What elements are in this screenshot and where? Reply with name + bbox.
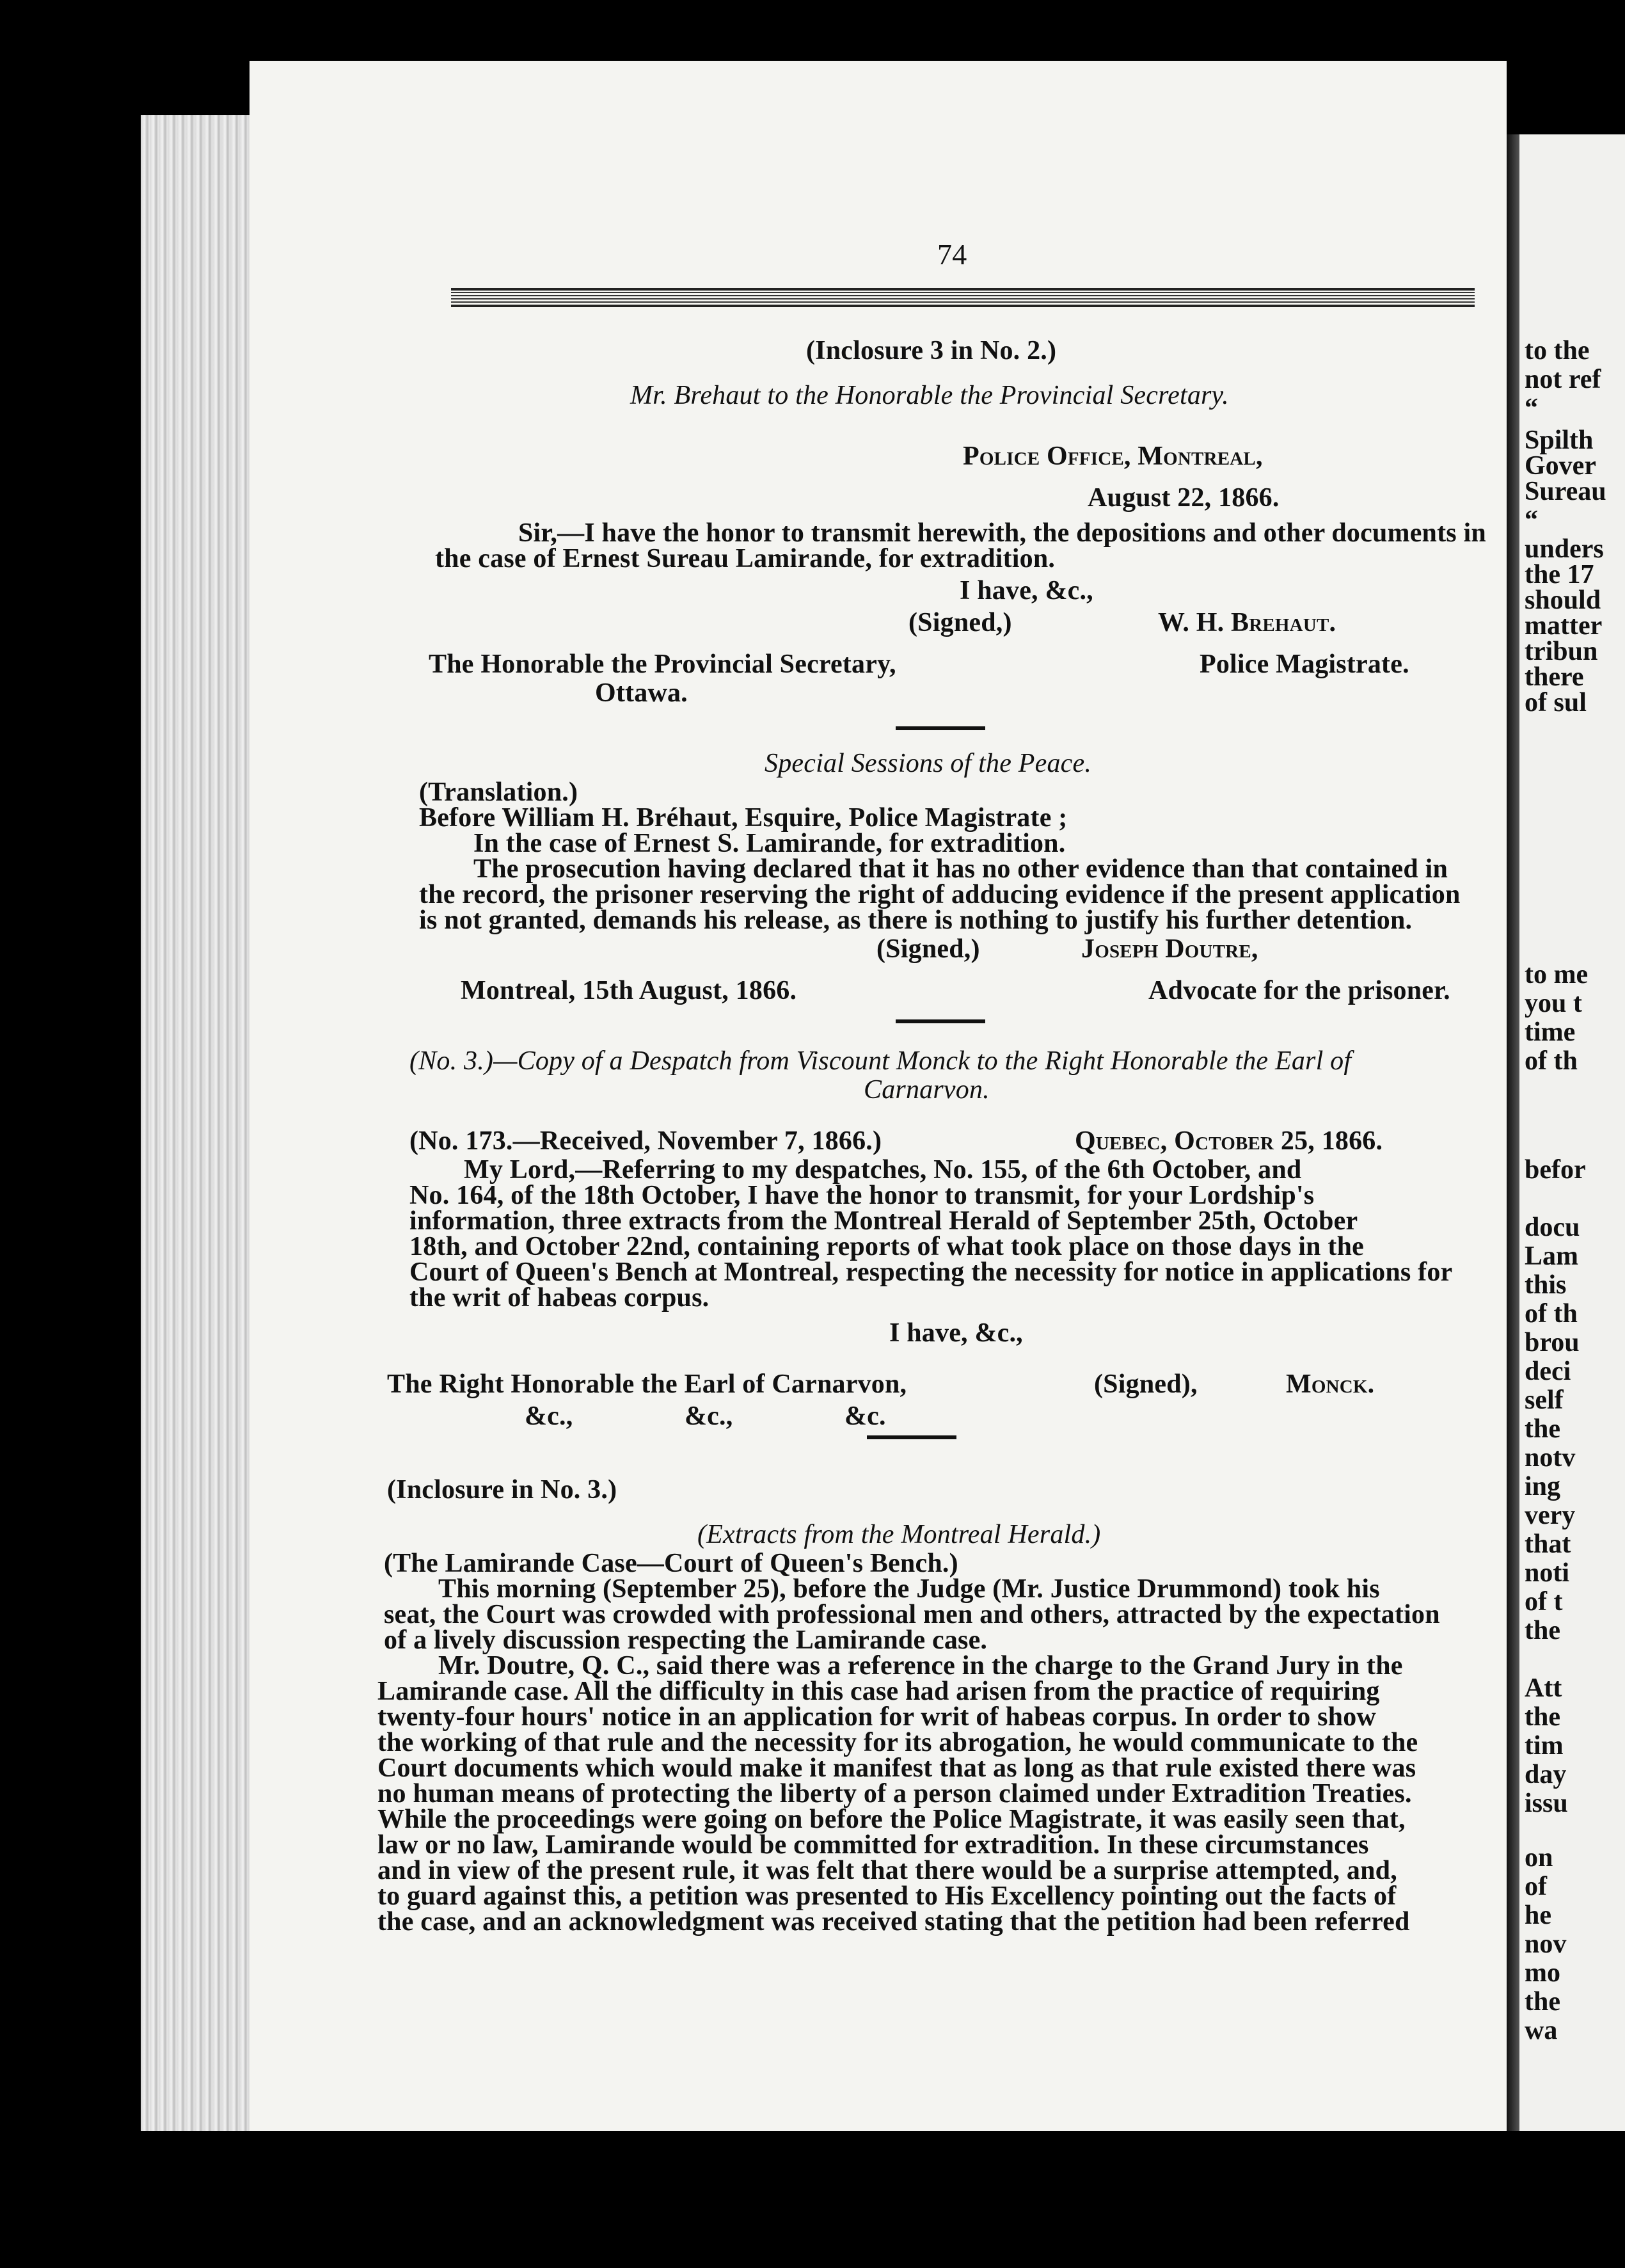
text-line: &c., (685, 1402, 733, 1431)
text-line: The prosecution having declared that it has no other evidence than that contained in (473, 854, 1448, 884)
text-line: Carnarvon. (864, 1075, 990, 1105)
text-line: (Signed,) (908, 608, 1012, 637)
facing-text-fragment: that (1525, 1529, 1571, 1559)
text-line: (No. 173.—Received, November 7, 1866.) (409, 1126, 882, 1156)
facing-text-fragment: befor (1525, 1155, 1586, 1185)
facing-text-fragment: should (1525, 586, 1601, 615)
section-separator (867, 1435, 956, 1439)
facing-text-fragment: to the (1525, 336, 1590, 365)
facing-text-fragment: the (1525, 1616, 1560, 1645)
text-line: Ottawa. (595, 678, 688, 708)
book-gutter (1507, 134, 1519, 2131)
facing-text-fragment: notv (1525, 1443, 1576, 1473)
facing-text-fragment: ing (1525, 1472, 1561, 1501)
facing-text-fragment: the (1525, 1987, 1560, 2016)
facing-text-fragment: on (1525, 1843, 1553, 1873)
text-line: Monck. (1286, 1370, 1375, 1399)
facing-text-fragment: tribun (1525, 637, 1598, 666)
facing-text-fragment: of th (1525, 1299, 1578, 1329)
text-line: (Signed,) (876, 934, 980, 964)
text-line: &c., (525, 1402, 573, 1431)
text-line: the writ of habeas corpus. (409, 1283, 709, 1313)
text-line: law or no law, Lamirande would be committed for extradition. In these circumstances (377, 1830, 1369, 1860)
text-line: the record, the prisoner reserving the right of adducing evidence if the present application (419, 880, 1461, 909)
text-line: In the case of Ernest S. Lamirande, for extradition. (473, 829, 1066, 858)
text-line: I have, &c., (960, 576, 1093, 605)
text-line: (Signed), (1094, 1370, 1198, 1399)
facing-text-fragment: Spilth (1525, 426, 1594, 455)
facing-text-fragment: the (1525, 1414, 1560, 1444)
text-line: While the proceedings were going on before the Police Magistrate, it was easily seen that, (377, 1805, 1406, 1834)
facing-text-fragment: the (1525, 1702, 1560, 1732)
text-line: no human means of protecting the liberty of a person claimed under Extradition Treaties. (377, 1779, 1412, 1809)
facing-text-fragment: to me (1525, 960, 1589, 989)
text-line: Before William H. Bréhaut, Esquire, Police Magistrate ; (419, 803, 1068, 833)
text-line: seat, the Court was crowded with professional men and others, attracted by the expectation (384, 1600, 1440, 1629)
text-line: to guard against this, a petition was presented to His Excellency pointing out the facts of (377, 1881, 1397, 1911)
text-line: The Honorable the Provincial Secretary, (429, 650, 896, 679)
facing-text-fragment: day (1525, 1760, 1567, 1789)
facing-text-fragment: unders (1525, 534, 1604, 564)
text-line: August 22, 1866. (1088, 483, 1280, 513)
facing-text-fragment: of th (1525, 1046, 1578, 1076)
facing-text-fragment: “ (1525, 506, 1538, 535)
text-line: twenty-four hours' notice in an application for writ of habeas corpus. In order to show (377, 1702, 1376, 1732)
facing-text-fragment: mo (1525, 1958, 1560, 1988)
facing-text-fragment: very (1525, 1501, 1576, 1530)
text-line: Court documents which would make it manifest that as long as that rule existed there was (377, 1753, 1416, 1783)
facing-text-fragment: the 17 (1525, 560, 1594, 589)
facing-text-fragment: “ (1525, 394, 1538, 423)
facing-text-fragment: Gover (1525, 451, 1596, 481)
section-separator (896, 726, 985, 730)
facing-text-fragment: you t (1525, 989, 1582, 1018)
text-line: &c. (844, 1402, 886, 1431)
facing-text-fragment: docu (1525, 1213, 1580, 1242)
facing-page-fragment (1519, 134, 1625, 2131)
text-line: (Inclosure in No. 3.) (387, 1475, 617, 1505)
text-line: 18th, and October 22nd, containing reports of what took place on those days in the (409, 1232, 1364, 1261)
facing-text-fragment: this (1525, 1270, 1567, 1300)
facing-text-fragment: self (1525, 1386, 1564, 1415)
facing-text-fragment: not ref (1525, 365, 1601, 394)
document-page (250, 61, 1507, 2131)
text-line: (Translation.) (419, 778, 578, 807)
facing-text-fragment: Att (1525, 1673, 1562, 1703)
text-line: Police Office, Montreal, (963, 442, 1263, 471)
text-line: is not granted, demands his release, as there is nothing to justify his further detention. (419, 906, 1413, 935)
text-line: (Inclosure 3 in No. 2.) (806, 336, 1057, 365)
facing-text-fragment: nov (1525, 1929, 1567, 1959)
facing-text-fragment: issu (1525, 1789, 1568, 1818)
text-line: The Right Honorable the Earl of Carnarvon, (387, 1370, 907, 1399)
page-edges (141, 115, 256, 2131)
text-line: Police Magistrate. (1200, 650, 1409, 679)
text-line: Mr. Brehaut to the Honorable the Provincial Secretary. (630, 381, 1229, 410)
facing-text-fragment: brou (1525, 1328, 1580, 1357)
text-line: information, three extracts from the Montreal Herald of September 25th, October (409, 1206, 1358, 1236)
facing-text-fragment: tim (1525, 1731, 1564, 1761)
text-line: Joseph Doutre, (1081, 934, 1258, 964)
text-line: the working of that rule and the necessity for its abrogation, he would communicate to the (377, 1728, 1418, 1757)
text-line: Sir,—I have the honor to transmit herewith, the depositions and other documents in (518, 518, 1486, 548)
facing-text-fragment: Lam (1525, 1242, 1578, 1271)
text-line: Court of Queen's Bench at Montreal, respecting the necessity for notice in applications for (409, 1258, 1453, 1287)
facing-text-fragment: of (1525, 1872, 1547, 1901)
facing-text-fragment: matter (1525, 611, 1603, 641)
text-line: No. 164, of the 18th October, I have the honor to transmit, for your Lordship's (409, 1181, 1315, 1210)
facing-text-fragment: he (1525, 1901, 1551, 1930)
text-line: My Lord,—Referring to my despatches, No. 155, of the 6th October, and (464, 1155, 1302, 1185)
text-line: Advocate for the prisoner. (1148, 976, 1450, 1005)
text-line: Special Sessions of the Peace. (765, 749, 1092, 778)
facing-text-fragment: of sul (1525, 688, 1587, 717)
text-line: This morning (September 25), before the Judge (Mr. Justice Drummond) took his (438, 1574, 1380, 1604)
facing-text-fragment: Sureau (1525, 477, 1606, 506)
text-line: (The Lamirande Case—Court of Queen's Bench.) (384, 1549, 958, 1578)
section-separator (896, 1019, 985, 1023)
text-line: Mr. Doutre, Q. C., said there was a reference in the charge to the Grand Jury in the (438, 1651, 1403, 1681)
header-double-rule (451, 288, 1475, 307)
text-line: Lamirande case. All the difficulty in this case had arisen from the practice of requiring (377, 1677, 1380, 1706)
page-number: 74 (937, 238, 967, 271)
page-content (250, 61, 1507, 2131)
facing-text-fragment: there (1525, 662, 1584, 692)
facing-text-fragment: wa (1525, 2016, 1558, 2045)
text-line: the case, and an acknowledgment was received stating that the petition had been referred (377, 1907, 1410, 1937)
text-line: W. H. Brehaut. (1158, 608, 1336, 637)
facing-text-fragment: noti (1525, 1558, 1570, 1588)
text-line: (No. 3.)—Copy of a Despatch from Viscount Monck to the Right Honorable the Earl of (409, 1046, 1352, 1076)
text-line: (Extracts from the Montreal Herald.) (697, 1520, 1101, 1549)
facing-text-fragment: deci (1525, 1357, 1571, 1386)
text-line: of a lively discussion respecting the Lamirande case. (384, 1625, 988, 1655)
text-line: Montreal, 15th August, 1866. (461, 976, 797, 1005)
text-line: the case of Ernest Sureau Lamirande, for extradition. (435, 544, 1056, 573)
facing-text-fragment: of t (1525, 1587, 1563, 1617)
text-line: and in view of the present rule, it was felt that there would be a surprise attempted, and, (377, 1856, 1397, 1885)
facing-text-fragment: time (1525, 1018, 1576, 1047)
text-line: I have, &c., (889, 1318, 1023, 1348)
text-line: Quebec, October 25, 1866. (1075, 1126, 1383, 1156)
